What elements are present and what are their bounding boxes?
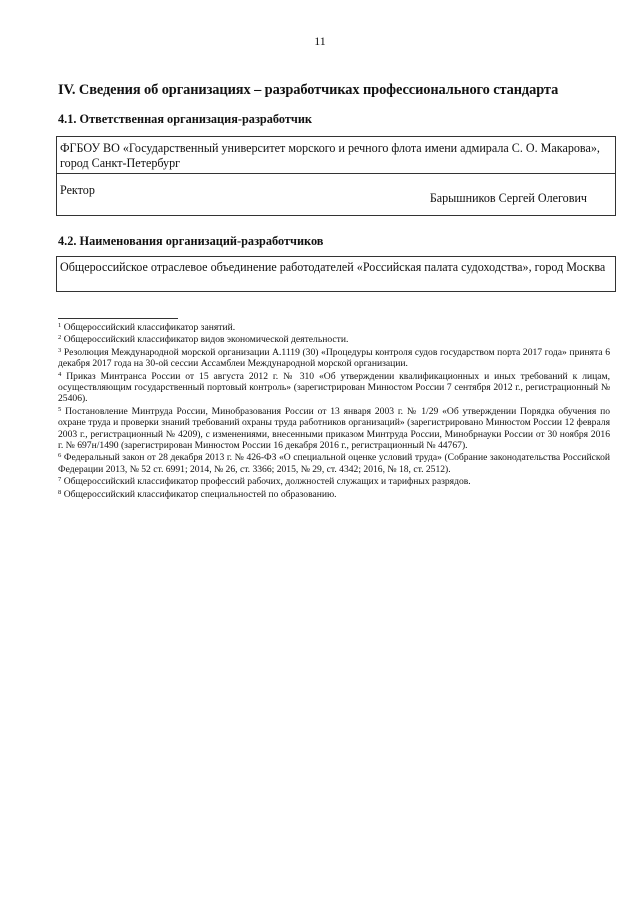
- responsible-org-heading: 4.1. Ответственная организация-разработчик: [58, 112, 312, 126]
- footnote: [58, 322, 610, 333]
- responsible-org-table: [56, 136, 616, 216]
- head-name: Барышников Сергей Олегович: [429, 191, 587, 205]
- developer-orgs-table: [56, 256, 616, 292]
- footnote: [58, 476, 610, 487]
- developer-orgs-heading: 4.2. Наименования организаций-разработчиков: [58, 234, 324, 248]
- footnote-text: Постановление Минтруда России, Минобразования России от 13 января 2003 г. № 1/29 «Об утверждении Порядка обучения по охране труда и проверки знаний требований охраны труда работников организаций» (зарегистрировано Минюстом России 12 февраля 2003 г., регистрационный № 4209), с изменениями, внесенными приказом Минтруда России, Минобрнауки России от 30 ноября 2016 г. № 697н/1490 (зарегистрирован Минюстом России 16 декабря 2016 г., регистрационный № 44767).: [58, 405, 611, 452]
- table-divider: [57, 173, 615, 174]
- footnote-text: Общероссийский классификатор занятий.: [63, 322, 236, 333]
- page-number: 11: [314, 34, 326, 48]
- responsible-org-name: ФГБОУ ВО «Государственный университет морского и речного флота имени адмирала С. О. Макарова», город Санкт-Петербург: [60, 141, 600, 170]
- head-position: Ректор: [60, 183, 95, 197]
- footnote: [58, 347, 610, 370]
- section-title: IV. Сведения об организациях – разработчиках профессионального стандарта: [58, 82, 559, 98]
- footnote-number: 4: [58, 370, 62, 378]
- footnote: [58, 489, 610, 500]
- footnotes: [58, 322, 610, 501]
- footnote-separator: [58, 318, 178, 319]
- footnote-text: Общероссийский классификатор профессий рабочих, должностей служащих и тарифных разрядов.: [63, 476, 471, 488]
- footnote-text: Приказ Минтранса России от 15 августа 2012 г. № 310 «Об утверждении квалификационных и иных требований к лицам, осуществляющим государственный портовый контроль» (зарегистрирован Минюстом России 7 сентября 2012 г., регистрационный № 25406).: [58, 370, 610, 405]
- footnote: [58, 406, 610, 452]
- footnote-number: 6: [58, 452, 62, 460]
- footnote: [58, 334, 610, 345]
- developer-org-name: Общероссийское отраслевое объединение работодателей «Российская палата судоходства», город Москва: [60, 260, 606, 274]
- footnote-text: Общероссийский классификатор специальностей по образованию.: [63, 488, 337, 500]
- footnote-number: 1: [58, 322, 62, 329]
- footnote-text: Общероссийский классификатор видов экономической деятельности.: [63, 334, 349, 346]
- footnote-number: 7: [58, 476, 62, 484]
- footnote-text: Резолюция Международной морской организации А.1119 (30) «Процедуры контроля судов государством порта 2017 года» принята 6 декабря 2017 года на 30-ой сессии Ассамблеи Международной морской организации.: [58, 346, 611, 370]
- footnote: [58, 452, 610, 475]
- footnote-number: 2: [58, 334, 62, 342]
- footnote: [58, 371, 610, 405]
- footnote-text: Федеральный закон от 28 декабря 2013 г. № 426-ФЗ «О специальной оценке условий труда» (Собрание законодательства Российской Федерации 2013, № 52 ст. 6991; 2014, № 26, ст. 3366; 2015, № 29, ст. 4342; 2016, № 18, ст. 2512).: [58, 452, 611, 475]
- footnote-number: 3: [58, 346, 62, 354]
- footnote-number: 8: [58, 488, 62, 496]
- footnote-number: 5: [58, 405, 62, 413]
